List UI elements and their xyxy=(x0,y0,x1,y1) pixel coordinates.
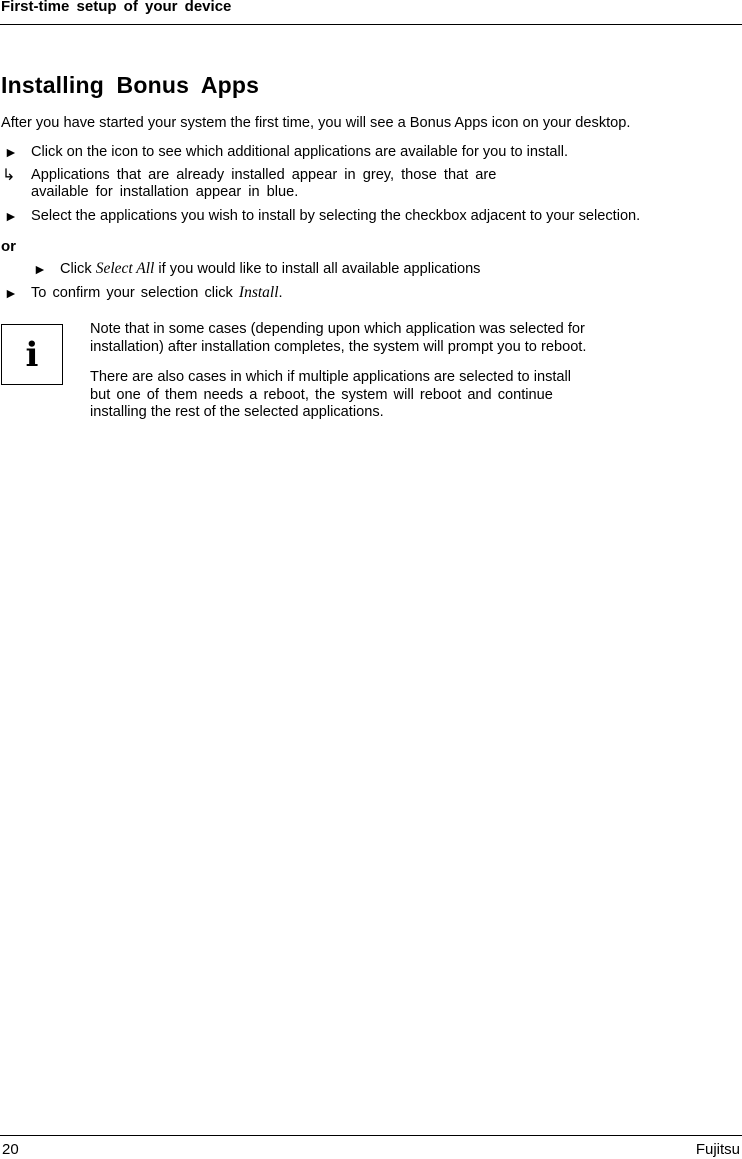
info-glyph: i xyxy=(25,334,39,375)
step-arrow-icon: ► xyxy=(4,285,18,301)
page-number: 20 xyxy=(2,1141,19,1158)
step-arrow-icon: ► xyxy=(4,208,18,224)
step-3-suffix: if you would like to install all available applications xyxy=(154,261,481,277)
result-arrow-icon: ↳ xyxy=(2,167,16,184)
section-title: Installing Bonus Apps xyxy=(1,72,260,98)
note-paragraph-2 xyxy=(90,369,690,422)
note-line: There are also cases in which if multiple applications are selected to install xyxy=(90,369,572,385)
step-arrow-icon: ► xyxy=(33,261,47,277)
step-3-text xyxy=(60,260,480,278)
note-line: Note that in some cases (depending upon which application was selected for xyxy=(90,321,585,337)
step-3-prefix: Click xyxy=(60,261,96,277)
note-paragraph-1 xyxy=(90,321,690,356)
result-line-1: Applications that are already installed appear in grey, those that are xyxy=(31,167,497,183)
step-1-text: Click on the icon to see which additional applications are available for you to install. xyxy=(31,144,569,160)
step-arrow-icon: ► xyxy=(4,144,18,160)
note-line: installing the rest of the selected applications. xyxy=(90,404,384,420)
intro-paragraph: After you have started your system the first time, you will see a Bonus Apps icon on your desktop. xyxy=(1,115,631,131)
footer-divider xyxy=(0,1135,742,1136)
install-term: Install xyxy=(238,284,279,301)
select-all-term: Select All xyxy=(95,260,155,277)
step-4-text xyxy=(31,284,283,302)
or-label: or xyxy=(1,238,16,255)
info-icon xyxy=(1,324,63,385)
note-line: but one of them needs a reboot, the system will reboot and continue xyxy=(90,386,553,403)
step-4-suffix: . xyxy=(278,285,283,301)
header-title: First-time setup of your device xyxy=(1,0,232,15)
footer-brand: Fujitsu xyxy=(695,1141,740,1158)
page-header xyxy=(0,0,742,25)
step-4-prefix: To confirm your selection click xyxy=(31,285,239,301)
note-line: installation) after installation completes, the system will prompt you to reboot. xyxy=(90,338,587,355)
result-line-2: available for installation appear in blue. xyxy=(31,184,299,200)
result-text xyxy=(31,167,591,201)
step-2-text: Select the applications you wish to install by selecting the checkbox adjacent to your selection. xyxy=(31,208,641,224)
